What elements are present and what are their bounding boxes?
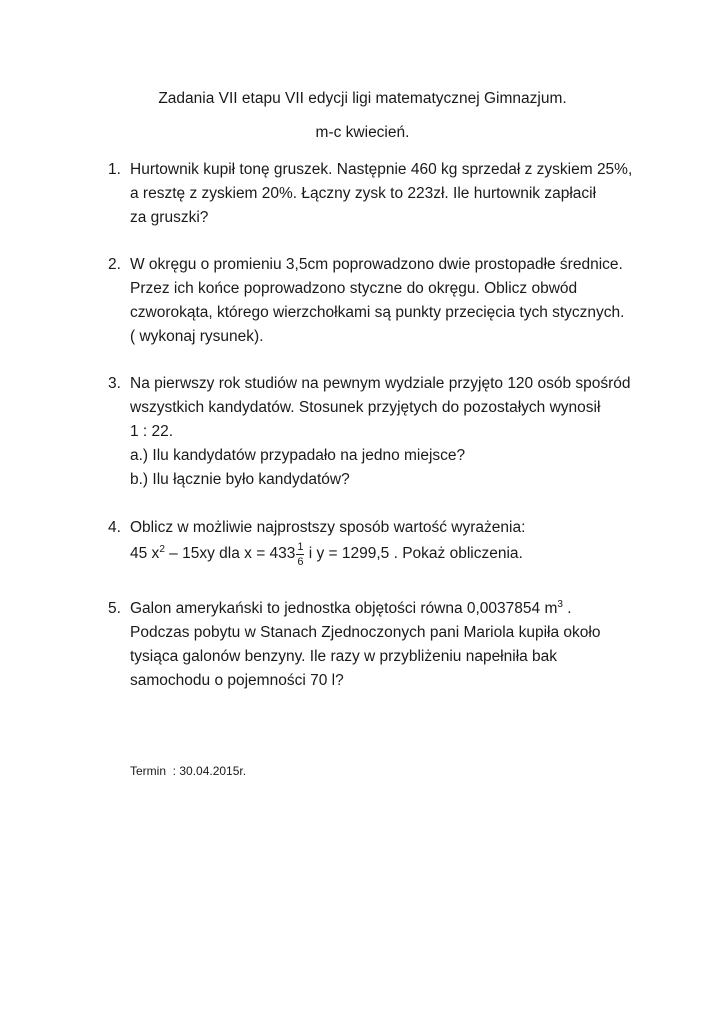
expr-part: – 15xy dla x = 433 xyxy=(164,545,296,562)
exponent: 2 xyxy=(159,544,165,555)
task-line: 1 : 22. xyxy=(130,423,174,440)
expr-part: 45 x xyxy=(130,545,160,562)
task-body xyxy=(130,253,670,349)
task-line: tysiąca galonów benzyny. Ile razy w przybliżeniu napełniła bak xyxy=(130,648,558,665)
task-number: 5. xyxy=(108,600,121,617)
task-line: Na pierwszy rok studiów na pewnym wydziale przyjęto 120 osób spośród xyxy=(130,375,631,392)
fraction xyxy=(296,542,304,566)
task-line: Przez ich końce poprowadzono styczne do okręgu. Oblicz obwód xyxy=(130,280,578,297)
fraction-denominator: 6 xyxy=(297,556,304,568)
task-line xyxy=(130,597,670,621)
task-body xyxy=(130,372,670,492)
math-expression xyxy=(130,542,670,566)
task-line: wszystkich kandydatów. Stosunek przyjętych do pozostałych wynosił xyxy=(130,399,601,416)
task-number: 3. xyxy=(108,375,121,392)
document-title: Zadania VII etapu VII edycji ligi matematycznej Gimnazjum. xyxy=(158,90,567,107)
task-body xyxy=(130,516,670,566)
task-line: Oblicz w możliwie najprostszy sposób wartość wyrażenia: xyxy=(130,519,526,536)
task-number: 2. xyxy=(108,256,121,273)
deadline: Termin : 30.04.2015r. xyxy=(130,764,247,778)
task-line: W okręgu o promieniu 3,5cm poprowadzono dwie prostopadłe średnice. xyxy=(130,256,623,273)
task-line: a resztę z zyskiem 20%. Łączny zysk to 223zł. Ile hurtownik zapłacił xyxy=(130,185,597,202)
task-number: 1. xyxy=(108,161,121,178)
fraction-numerator: 1 xyxy=(297,541,304,553)
task-line: b.) Ilu łącznie było kandydatów? xyxy=(130,471,350,488)
task-line: ( wykonaj rysunek). xyxy=(130,328,264,345)
task-line: a.) Ilu kandydatów przypadało na jedno miejsce? xyxy=(130,447,466,464)
line-part: . xyxy=(562,600,572,617)
expr-part: i y = 1299,5 . Pokaż obliczenia. xyxy=(304,545,523,562)
line-part: Galon amerykański to jednostka objętości równa 0,0037854 m xyxy=(130,600,558,617)
task-body xyxy=(130,158,670,230)
task-line: samochodu o pojemności 70 l? xyxy=(130,672,344,689)
document-subtitle: m-c kwiecień. xyxy=(315,124,410,141)
task-line: czworokąta, którego wierzchołkami są punkty przecięcia tych stycznych. xyxy=(130,304,625,321)
task-line: Hurtownik kupił tonę gruszek. Następnie 460 kg sprzedał z zyskiem 25%, xyxy=(130,161,633,178)
task-body xyxy=(130,597,670,693)
task-number: 4. xyxy=(108,519,121,536)
task-line: Podczas pobytu w Stanach Zjednoczonych pani Mariola kupiła około xyxy=(130,624,601,641)
task-line: za gruszki? xyxy=(130,209,209,226)
exponent: 3 xyxy=(557,599,563,610)
